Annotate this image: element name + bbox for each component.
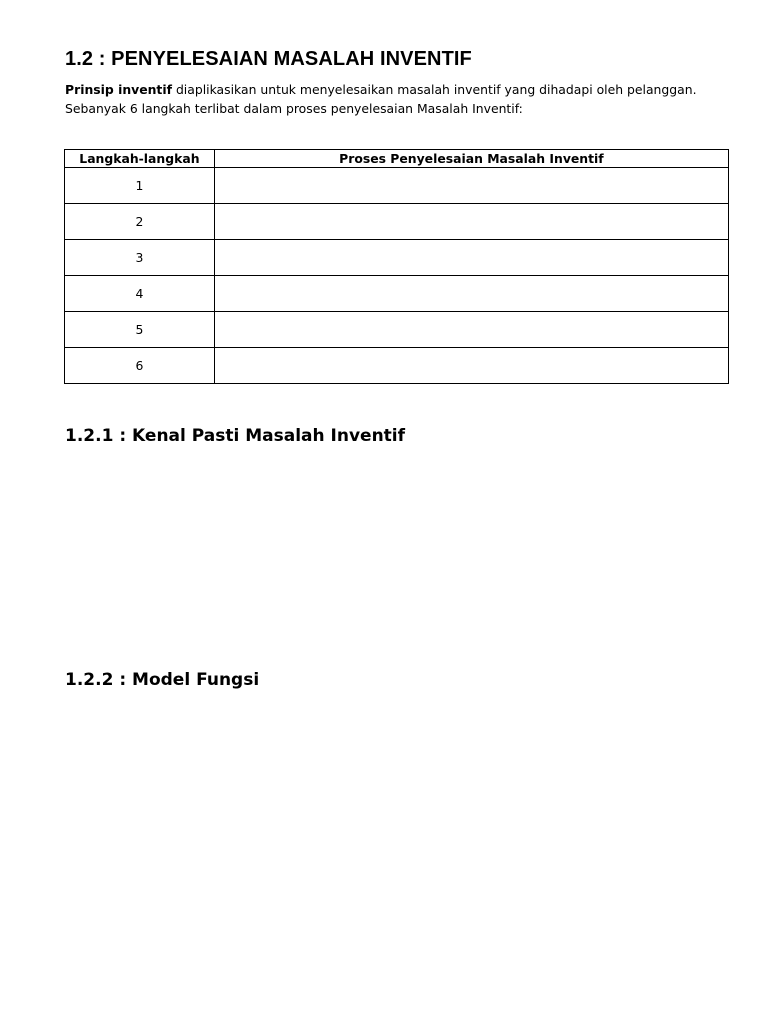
table-row xyxy=(65,240,729,276)
header-process: Proses Penyelesaian Masalah Inventif xyxy=(214,150,728,168)
step-number-cell: 6 xyxy=(65,348,215,384)
section-heading-kenal-pasti: 1.2.1 : Kenal Pasti Masalah Inventif xyxy=(65,426,406,446)
intro-line1-text: diaplikasikan untuk menyelesaikan masalah inventif yang dihadapi oleh pelanggan. xyxy=(172,82,697,97)
table-row xyxy=(65,312,729,348)
table-row xyxy=(65,168,729,204)
process-cell xyxy=(214,204,728,240)
intro-bold-term: Prinsip inventif xyxy=(65,82,172,97)
header-steps: Langkah-langkah xyxy=(65,150,215,168)
step-number-cell: 4 xyxy=(65,276,215,312)
process-cell xyxy=(214,276,728,312)
table-row xyxy=(65,276,729,312)
step-number-cell: 2 xyxy=(65,204,215,240)
table-header-row xyxy=(65,150,729,168)
step-number-cell: 5 xyxy=(65,312,215,348)
table-row xyxy=(65,348,729,384)
intro-line2-text: Sebanyak 6 langkah terlibat dalam proses penyelesaian Masalah Inventif: xyxy=(65,101,523,116)
process-cell xyxy=(214,312,728,348)
step-number-cell: 3 xyxy=(65,240,215,276)
intro-paragraph xyxy=(65,80,735,118)
step-number-cell: 1 xyxy=(65,168,215,204)
page-title: 1.2 : PENYELESAIAN MASALAH INVENTIF xyxy=(65,48,472,70)
process-cell xyxy=(214,168,728,204)
table-row xyxy=(65,204,729,240)
process-cell xyxy=(214,240,728,276)
steps-table xyxy=(64,149,729,384)
process-cell xyxy=(214,348,728,384)
section-heading-model-fungsi: 1.2.2 : Model Fungsi xyxy=(65,670,260,690)
